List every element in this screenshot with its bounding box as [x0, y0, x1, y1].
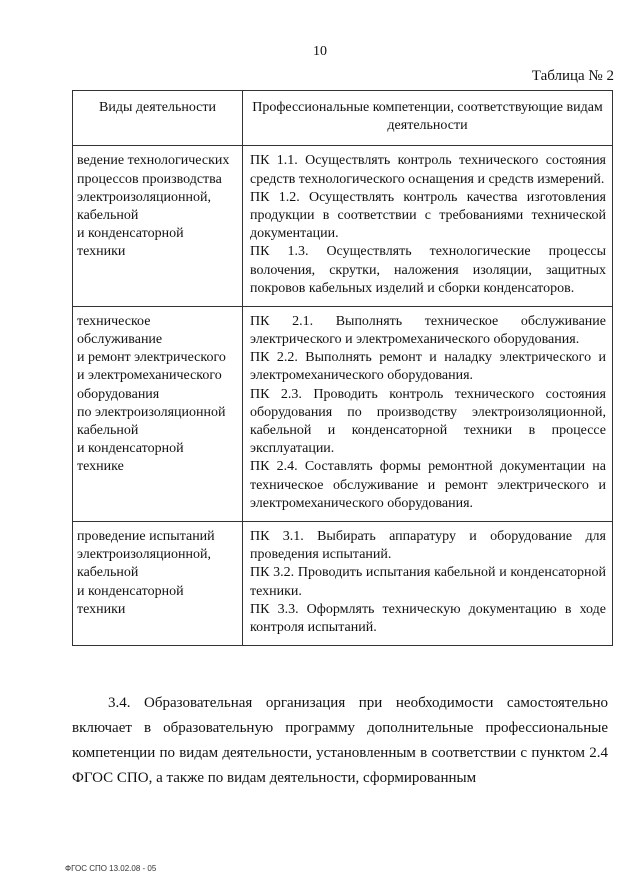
table-caption: Таблица № 2 [531, 68, 614, 84]
table-row [73, 146, 613, 307]
competency-item: ПК 3.2. Проводить испытания кабельной и конденсаторной техники. [250, 565, 606, 599]
activity-line: электроизоляционной, [77, 189, 212, 205]
competencies-cell [243, 306, 613, 521]
activity-line: кабельной [77, 207, 139, 223]
activity-line: процессов производства [77, 171, 222, 187]
activity-line: и электромеханического [77, 368, 222, 384]
activity-line: и конденсаторной [77, 583, 184, 599]
activity-line: обслуживание [77, 332, 163, 348]
competencies-table [72, 90, 613, 646]
competency-item: ПК 1.3. Осуществлять технологические процессы волочения, скрутки, наложения изоляции, защитных покровов кабельных изделий и сборки конденсаторов. [250, 244, 606, 296]
activity-line: техники [77, 601, 126, 617]
activity-line: технике [77, 459, 124, 475]
page-number: 10 [313, 44, 327, 59]
competency-item: ПК 2.2. Выполнять ремонт и наладку электрического и электромеханического оборудования. [250, 350, 606, 384]
competency-item: ПК 3.1. Выбирать аппаратуру и оборудование для проведения испытаний. [250, 528, 606, 563]
activity-cell [73, 146, 243, 307]
activity-line: по электроизоляционной [77, 404, 226, 420]
activity-line: и конденсаторной [77, 226, 184, 242]
header-competencies: Профессиональные компетенции, соответствующие видам деятельности [243, 91, 613, 146]
body-paragraph: 3.4. Образовательная организация при необходимости самостоятельно включает в образовательную программу дополнительные профессиональные компетенции по видам деятельности, установленным в соответствии с пунктом 2.4 ФГОС СПО, а также по видам деятельности, сформированным [72, 695, 608, 786]
competency-item: ПК 1.1. Осуществлять контроль технического состояния средств технологического оснащения и средств измерений. [250, 153, 606, 187]
header-activity: Виды деятельности [73, 91, 243, 146]
table-row [73, 306, 613, 521]
competencies-cell [243, 521, 613, 645]
activity-line: техническое [77, 313, 151, 329]
activity-line: и конденсаторной [77, 441, 184, 457]
table-row [73, 521, 613, 645]
competency-item: ПК 2.1. Выполнять техническое обслуживание электрического и электромеханического оборудования. [250, 313, 606, 348]
activity-line: электроизоляционной, [77, 547, 212, 563]
competencies-cell [243, 146, 613, 307]
activity-line: ведение технологических [77, 153, 230, 169]
activity-line: проведение испытаний [77, 528, 215, 544]
activity-line: и ремонт электрического [77, 350, 226, 366]
competency-item: ПК 2.3. Проводить контроль технического состояния оборудования по производству электроизоляционной, кабельной и конденсаторной техники в процессе эксплуатации. [250, 386, 606, 457]
activity-line: кабельной [77, 423, 139, 438]
activity-line: оборудования [77, 386, 160, 402]
table-header-row [73, 91, 613, 146]
competency-item: ПК 2.4. Составлять формы ремонтной документации на техническое обслуживание и ремонт электрического и электромеханического оборудования. [250, 459, 606, 511]
activity-cell [73, 306, 243, 521]
activity-line: кабельной [77, 565, 139, 581]
footer-code: ФГОС СПО 13.02.08 - 05 [65, 864, 157, 873]
activity-cell [73, 521, 243, 645]
activity-line: техники [77, 244, 126, 260]
competency-item: ПК 3.3. Оформлять техническую документацию в ходе контроля испытаний. [250, 601, 606, 635]
competency-item: ПК 1.2. Осуществлять контроль качества изготовления продукции в соответствии с требованиями технической документации. [250, 189, 606, 242]
